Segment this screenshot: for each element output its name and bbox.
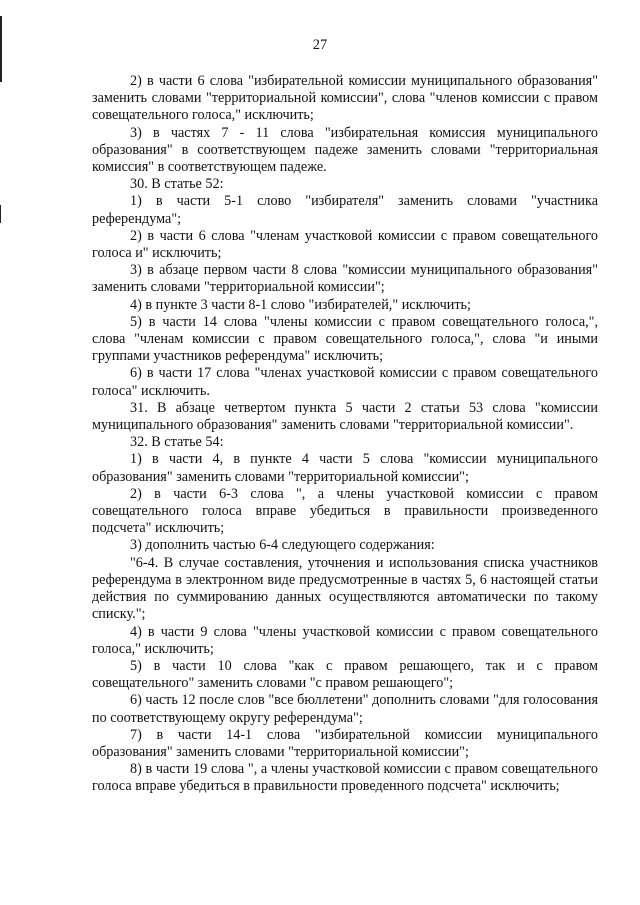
paragraph: 31. В абзаце четвертом пункта 5 части 2 статьи 53 слова "комиссии муниципального образования" заменить словами "территориальной комиссии". xyxy=(92,399,598,434)
paragraph: 4) в пункте 3 части 8-1 слово "избирателей," исключить; xyxy=(130,296,471,313)
paragraph: 3) в частях 7 - 11 слова "избирательная комиссия муниципального образования" в соответствующем падеже заменить словами "территориальная комиссия" в соответствующем падеже. xyxy=(92,124,598,176)
paragraph: 3) дополнить частью 6-4 следующего содержания: xyxy=(130,537,435,554)
paragraph: 4) в части 9 слова "члены участковой комиссии с правом совещательного голоса," исключить; xyxy=(92,623,598,657)
paragraph: 30. В статье 52: xyxy=(130,176,224,193)
paragraph: 2) в части 6 слова "избирательной комиссии муниципального образования" заменить словами "территориальной комиссии", слова "членов комиссии с правом совещательного голоса," исключить; xyxy=(92,73,598,124)
paragraph: 2) в части 6 слова "членам участковой комиссии с правом совещательного голоса и" исключить; xyxy=(92,227,598,262)
paragraph: 1) в части 5-1 слово "избирателя" заменить словами "участника референдума"; xyxy=(92,193,598,227)
paragraph: 1) в части 4, в пункте 4 части 5 слова "комиссии муниципального образования" заменить словами "территориальной комиссии"; xyxy=(92,451,598,485)
binding-edge-mark-small xyxy=(0,205,1,223)
paragraph: 32. В статье 54: xyxy=(130,434,224,451)
document-body xyxy=(92,73,598,796)
paragraph: 8) в части 19 слова ", а члены участковой комиссии с правом совещательного голоса вправе убедиться в правильности проведенного подсчета" исключить; xyxy=(92,761,598,795)
paragraph: 5) в части 10 слова "как с правом решающего, так и с правом совещательного" заменить словами "с правом решающего"; xyxy=(92,657,598,692)
paragraph: 5) в части 14 слова "члены комиссии с правом совещательного голоса,", слова "членам комиссии с правом совещательного голоса,", слова "и иными группами участников референдума" исключить; xyxy=(92,313,598,365)
paragraph: 6) в части 17 слова "членах участковой комиссии с правом совещательного голоса" исключить. xyxy=(92,365,598,399)
paragraph: 6) часть 12 после слов "все бюллетени" дополнить словами "для голосования по соответствующему округу референдума"; xyxy=(92,692,598,726)
paragraph: 3) в абзаце первом части 8 слова "комиссии муниципального образования" заменить словами "территориальной комиссии"; xyxy=(92,262,598,296)
paragraph: 2) в части 6-3 слова ", а члены участковой комиссии с правом совещательного голоса вправе убедиться в правильности произведенного подсчета" исключить; xyxy=(92,485,598,537)
paragraph: "6-4. В случае составления, уточнения и использования списка участников референдума в электронном виде предусмотренные в частях 5, 6 настоящей статьи действия по суммированию данных осуществляются автоматически по такому списку."; xyxy=(92,554,598,623)
paragraph: 7) в части 14-1 слова "избирательной комиссии муниципального образования" заменить словами "территориальной комиссии"; xyxy=(92,726,598,760)
page-number: 27 xyxy=(312,37,328,53)
